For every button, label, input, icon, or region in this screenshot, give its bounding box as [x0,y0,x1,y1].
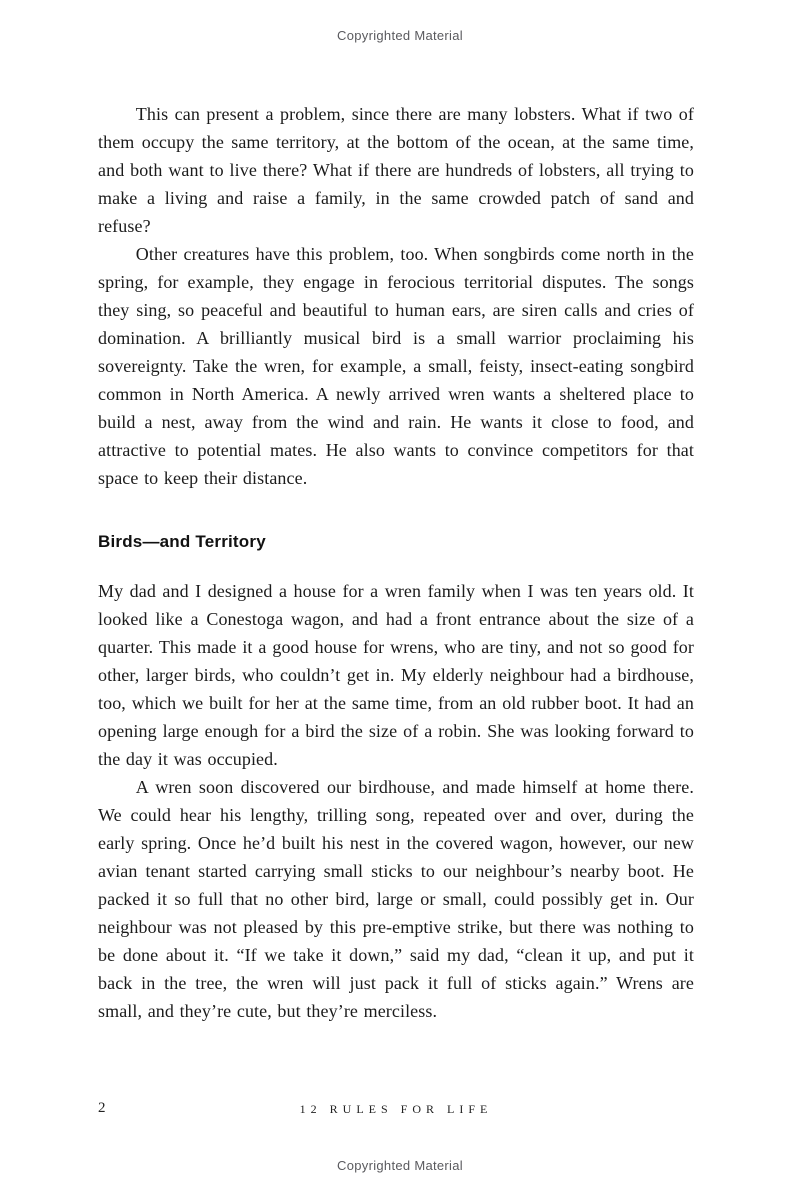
page-number: 2 [98,1100,106,1116]
body-paragraph-3: My dad and I designed a house for a wren family when I was ten years old. It looked like a Conestoga wagon, and had a front entrance about the size of a quarter. This made it a good house for wrens, who are tiny, and not so good for other, larger birds, who couldn’t get in. My elderly neighbour had a birdhouse, too, which we built for her at the same time, from an old rubber boot. It had an opening large enough for a bird the size of a robin. She was looking forward to the day it was occupied. [98,581,694,769]
body-paragraph-4: A wren soon discovered our birdhouse, and made himself at home there. We could hear his lengthy, trilling song, repeated over and over, during the early spring. Once he’d built his nest in the covered wagon, however, our new avian tenant started carrying small sticks to our neighbour’s nearby boot. He packed it so full that no other bird, large or small, could possibly get in. Our neighbour was not pleased by this pre-emptive strike, but there was nothing to be done about it. “If we take it down,” said my dad, “clean it up, and put it back in the tree, the wren will just pack it full of sticks again.” Wrens are small, and they’re cute, but they’re merciless. [98,777,694,1021]
body-paragraph-2: Other creatures have this problem, too. When songbirds come north in the spring, for example, they engage in ferocious territorial disputes. The songs they sing, so peaceful and beautiful to human ears, are siren calls and cries of domination. A brilliantly musical bird is a small warrior proclaiming his sovereignty. Take the wren, for example, a small, feisty, insect-eating songbird common in North America. A newly arrived wren wants a sheltered place to build a nest, away from the wind and rain. He wants it close to food, and attractive to potential mates. He also wants to convince competitors for that space to keep their distance. [98,244,694,488]
section-heading: Birds—and Territory [98,532,266,551]
running-title: 12 RULES FOR LIFE [299,1102,493,1116]
page-footer [98,1100,694,1120]
copyright-notice-top: Copyrighted Material [337,28,463,43]
page-body [98,100,694,1025]
body-paragraph-1: This can present a problem, since there are many lobsters. What if two of them occupy the same territory, at the bottom of the ocean, at the same time, and both want to live there? What if there are hundreds of lobsters, all trying to make a living and raise a family, in the same crowded patch of sand and refuse? [98,104,694,236]
copyright-notice-bottom: Copyrighted Material [337,1158,463,1173]
